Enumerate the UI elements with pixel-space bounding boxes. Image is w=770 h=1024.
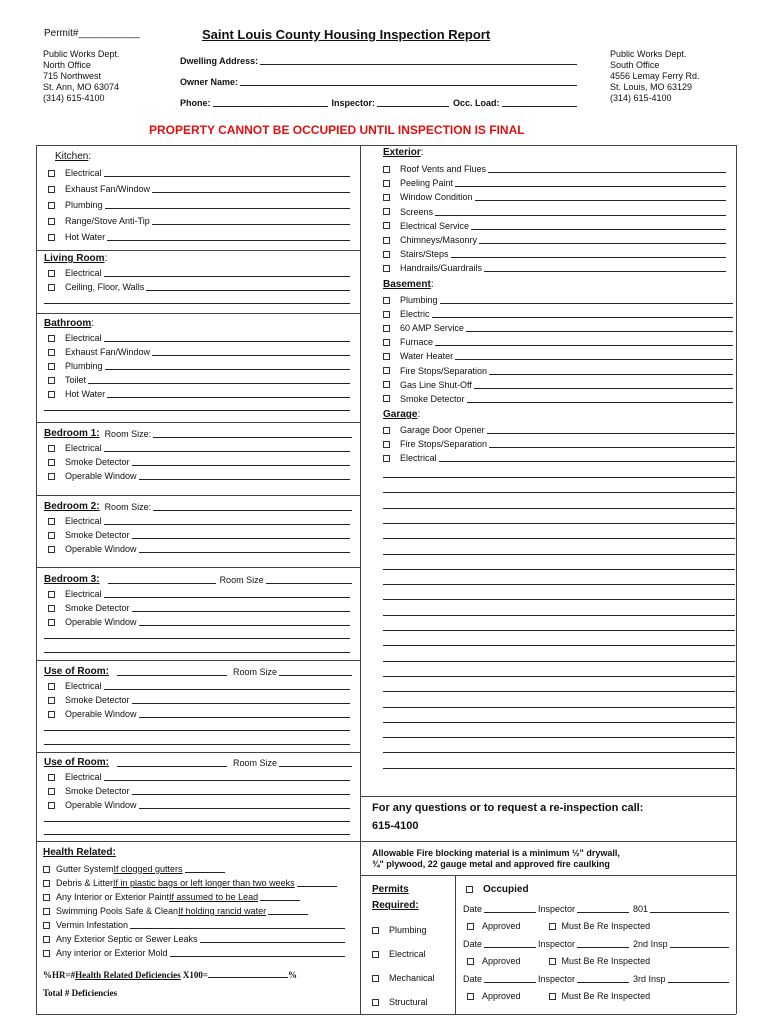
- page-title: Saint Louis County Housing Inspection Report: [202, 27, 491, 42]
- checkbox-icon[interactable]: [43, 880, 50, 887]
- permits-required-title: Required:: [372, 900, 419, 911]
- south-office-address: Public Works Dept. South Office 4556 Lemay Ferry Rd. St. Louis, MO 63129 (314) 615-4100: [610, 49, 700, 103]
- checkbox-icon[interactable]: [48, 202, 55, 209]
- checkbox-icon[interactable]: [48, 335, 55, 342]
- approval-row[interactable]: Approved Must Be Re Inspected: [467, 921, 650, 931]
- inspection-date-row[interactable]: Date Inspector 801: [463, 904, 729, 914]
- checkbox-icon[interactable]: [48, 349, 55, 356]
- checkbox-icon[interactable]: [383, 367, 390, 374]
- garage-item[interactable]: Garage Door Opener: [383, 425, 735, 435]
- checkbox-icon[interactable]: [43, 894, 50, 901]
- note-line[interactable]: [383, 691, 735, 692]
- checkbox-icon[interactable]: [48, 270, 55, 277]
- bathroom-item[interactable]: Plumbing: [48, 361, 350, 371]
- bedroom2-title[interactable]: Bedroom 2: Room Size:: [44, 501, 352, 512]
- note-line[interactable]: [383, 768, 735, 769]
- checkbox-icon[interactable]: [383, 311, 390, 318]
- note-line[interactable]: [383, 722, 735, 723]
- checkbox-icon[interactable]: [48, 774, 55, 781]
- use-of-room2-title[interactable]: Use of Room: Room Size: [44, 757, 352, 768]
- garage-item[interactable]: Fire Stops/Separation: [383, 439, 735, 449]
- checkbox-icon[interactable]: [48, 473, 55, 480]
- approval-row[interactable]: Approved Must Be Re Inspected: [467, 991, 650, 1001]
- use-of-room1-item[interactable]: Operable Window: [48, 709, 350, 719]
- bedroom2-item[interactable]: Electrical: [48, 516, 350, 526]
- checkbox-icon[interactable]: [48, 284, 55, 291]
- checkbox-icon[interactable]: [48, 683, 55, 690]
- reinspection-phone: 615-4100: [372, 820, 419, 832]
- exterior-item[interactable]: Stairs/Steps: [383, 249, 726, 259]
- note-line[interactable]: [383, 737, 735, 738]
- health-item[interactable]: Any Exterior Septic or Sewer Leaks: [43, 934, 345, 944]
- basement-item[interactable]: Water Heater: [383, 351, 733, 361]
- checkbox-icon[interactable]: [48, 697, 55, 704]
- checkbox-icon[interactable]: [383, 166, 390, 173]
- note-line[interactable]: [383, 492, 735, 493]
- note-line[interactable]: [383, 661, 735, 662]
- use-of-room2-item[interactable]: Electrical: [48, 772, 350, 782]
- note-line[interactable]: [383, 538, 735, 539]
- note-line[interactable]: [383, 615, 735, 616]
- use-of-room1-item[interactable]: Smoke Detector: [48, 695, 350, 705]
- bedroom2-item[interactable]: Smoke Detector: [48, 530, 350, 540]
- living-room-item[interactable]: Electrical: [48, 268, 350, 278]
- health-item[interactable]: Swimming Pools Safe & Clean If holding rancid water: [43, 906, 345, 916]
- checkbox-icon[interactable]: [467, 923, 474, 930]
- occupied-checkbox[interactable]: Occupied: [466, 884, 529, 895]
- note-line[interactable]: [383, 569, 735, 570]
- checkbox-icon[interactable]: [372, 927, 379, 934]
- checkbox-icon[interactable]: [48, 532, 55, 539]
- checkbox-icon[interactable]: [383, 441, 390, 448]
- checkbox-icon[interactable]: [383, 353, 390, 360]
- permit-type-checkbox[interactable]: Electrical: [372, 949, 426, 959]
- permit-number: Permit#___________: [44, 28, 140, 39]
- health-item[interactable]: Any Interior or Exterior Paint If assumed to be Lead: [43, 892, 345, 902]
- health-item[interactable]: Vermin Infestation: [43, 920, 345, 930]
- bedroom1-title[interactable]: Bedroom 1: Room Size:: [44, 428, 352, 439]
- bedroom2-item[interactable]: Operable Window: [48, 544, 350, 554]
- exterior-item[interactable]: Roof Vents and Flues: [383, 164, 726, 174]
- checkbox-icon[interactable]: [43, 922, 50, 929]
- note-line[interactable]: [383, 477, 735, 478]
- exterior-item[interactable]: Chimneys/Masonry: [383, 235, 726, 245]
- total-deficiencies: Total # Deficiencies: [43, 988, 118, 998]
- checkbox-icon[interactable]: [383, 427, 390, 434]
- basement-item[interactable]: Furnace: [383, 337, 733, 347]
- phone-inspector-row[interactable]: Phone: Inspector: Occ. Load:: [180, 98, 577, 108]
- checkbox-icon[interactable]: [383, 180, 390, 187]
- checkbox-icon[interactable]: [383, 325, 390, 332]
- note-line[interactable]: [383, 554, 735, 555]
- note-line[interactable]: [383, 523, 735, 524]
- use-of-room1-item[interactable]: Electrical: [48, 681, 350, 691]
- checkbox-icon[interactable]: [48, 518, 55, 525]
- bedroom1-item[interactable]: Operable Window: [48, 471, 350, 481]
- note-line[interactable]: [383, 599, 735, 600]
- checkbox-icon[interactable]: [43, 908, 50, 915]
- exterior-title: Exterior:: [383, 147, 424, 158]
- health-formula[interactable]: %HR=#Health Related Deficiencies X100= %: [43, 970, 297, 980]
- exterior-item[interactable]: Handrails/Guardrails: [383, 263, 726, 273]
- checkbox-icon[interactable]: [48, 546, 55, 553]
- checkbox-icon[interactable]: [549, 923, 556, 930]
- note-line[interactable]: [383, 645, 735, 646]
- checkbox-icon[interactable]: [383, 222, 390, 229]
- checkbox-icon[interactable]: [372, 999, 379, 1006]
- kitchen-item[interactable]: Plumbing: [48, 200, 350, 210]
- bathroom-item[interactable]: Toilet: [48, 375, 350, 385]
- basement-item[interactable]: Fire Stops/Separation: [383, 366, 733, 376]
- checkbox-icon[interactable]: [48, 445, 55, 452]
- bedroom3-title[interactable]: Bedroom 3: Room Size: [44, 574, 352, 585]
- note-line[interactable]: [383, 584, 735, 585]
- checkbox-icon[interactable]: [48, 802, 55, 809]
- approval-row[interactable]: Approved Must Be Re Inspected: [467, 956, 650, 966]
- checkbox-icon[interactable]: [48, 459, 55, 466]
- living-room-item[interactable]: Ceiling, Floor, Walls: [48, 282, 350, 292]
- garage-item[interactable]: Electrical: [383, 453, 735, 463]
- permit-type-checkbox[interactable]: Structural: [372, 997, 428, 1007]
- checkbox-icon[interactable]: [43, 936, 50, 943]
- checkbox-icon[interactable]: [383, 395, 390, 402]
- checkbox-icon[interactable]: [43, 866, 50, 873]
- checkbox-icon[interactable]: [383, 455, 390, 462]
- checkbox-icon[interactable]: [48, 788, 55, 795]
- kitchen-item[interactable]: Range/Stove Anti-Tip: [48, 216, 350, 226]
- checkbox-icon[interactable]: [48, 186, 55, 193]
- reinspection-question: For any questions or to request a re-inspection call:: [372, 802, 644, 814]
- basement-item[interactable]: Gas Line Shut-Off: [383, 380, 733, 390]
- use-of-room2-item[interactable]: Operable Window: [48, 800, 350, 810]
- note-line[interactable]: [383, 508, 735, 509]
- bathroom-item[interactable]: Exhaust Fan/Window: [48, 347, 350, 357]
- kitchen-item[interactable]: Exhaust Fan/Window: [48, 184, 350, 194]
- garage-title: Garage:: [383, 409, 421, 420]
- checkbox-icon[interactable]: [48, 619, 55, 626]
- checkbox-icon[interactable]: [48, 711, 55, 718]
- exterior-item[interactable]: Electrical Service: [383, 221, 726, 231]
- checkbox-icon[interactable]: [383, 265, 390, 272]
- checkbox-icon[interactable]: [383, 208, 390, 215]
- inspection-date-row[interactable]: Date Inspector 2nd Insp: [463, 939, 729, 949]
- checkbox-icon[interactable]: [467, 993, 474, 1000]
- note-line[interactable]: [383, 676, 735, 677]
- bedroom1-item[interactable]: Smoke Detector: [48, 457, 350, 467]
- health-item[interactable]: Any interior or Exterior Mold: [43, 948, 345, 958]
- checkbox-icon[interactable]: [48, 363, 55, 370]
- kitchen-item[interactable]: Electrical: [48, 168, 350, 178]
- basement-item[interactable]: 60 AMP Service: [383, 323, 733, 333]
- permits-title: Permits: [372, 884, 409, 895]
- checkbox-icon[interactable]: [383, 194, 390, 201]
- checkbox-icon[interactable]: [467, 958, 474, 965]
- basement-title: Basement:: [383, 279, 434, 290]
- bathroom-item[interactable]: Hot Water: [48, 389, 350, 399]
- living-room-title: Living Room:: [44, 253, 108, 264]
- bathroom-item[interactable]: Electrical: [48, 333, 350, 343]
- health-item[interactable]: Gutter System If clogged gutters: [43, 864, 345, 874]
- north-office-address: Public Works Dept. North Office 715 Northwest St. Ann, MO 63074 (314) 615-4100: [43, 49, 120, 103]
- basement-item[interactable]: Plumbing: [383, 295, 733, 305]
- occupancy-warning: PROPERTY CANNOT BE OCCUPIED UNTIL INSPECTION IS FINAL: [149, 123, 525, 137]
- exterior-item[interactable]: Window Condition: [383, 192, 726, 202]
- basement-item[interactable]: Electric: [383, 309, 733, 319]
- checkbox-icon[interactable]: [372, 951, 379, 958]
- checkbox-icon[interactable]: [372, 975, 379, 982]
- fire-blocking-note: Allowable Fire blocking material is a minimum ½" drywall, ¾" plywood, 22 gauge metal and approved fire caulking: [372, 848, 620, 869]
- note-line[interactable]: [383, 707, 735, 708]
- bedroom3-item[interactable]: Electrical: [48, 589, 350, 599]
- note-line[interactable]: [383, 630, 735, 631]
- inspection-date-row[interactable]: Date Inspector 3rd Insp: [463, 974, 729, 984]
- bedroom3-item[interactable]: Operable Window: [48, 617, 350, 627]
- bedroom3-item[interactable]: Smoke Detector: [48, 603, 350, 613]
- use-of-room1-title[interactable]: Use of Room: Room Size: [44, 666, 352, 677]
- health-item[interactable]: Debris & Litter If in plastic bags or left longer than two weeks: [43, 878, 345, 888]
- checkbox-icon[interactable]: [48, 605, 55, 612]
- checkbox-icon[interactable]: [383, 339, 390, 346]
- permit-type-checkbox[interactable]: Mechanical: [372, 973, 435, 983]
- checkbox-icon[interactable]: [48, 170, 55, 177]
- use-of-room2-item[interactable]: Smoke Detector: [48, 786, 350, 796]
- checkbox-icon[interactable]: [383, 381, 390, 388]
- checkbox-icon[interactable]: [48, 234, 55, 241]
- owner-name-field[interactable]: Owner Name:: [180, 77, 577, 87]
- checkbox-icon[interactable]: [383, 251, 390, 258]
- health-related-title: Health Related:: [43, 847, 116, 858]
- note-line[interactable]: [383, 752, 735, 753]
- checkbox-icon[interactable]: [43, 950, 50, 957]
- checkbox-icon[interactable]: [48, 391, 55, 398]
- checkbox-icon[interactable]: [549, 958, 556, 965]
- dwelling-address-field[interactable]: Dwelling Address:: [180, 56, 577, 66]
- checkbox-icon[interactable]: [48, 377, 55, 384]
- permit-type-checkbox[interactable]: Plumbing: [372, 925, 427, 935]
- checkbox-icon[interactable]: [383, 297, 390, 304]
- exterior-item[interactable]: Peeling Paint: [383, 178, 726, 188]
- exterior-item[interactable]: Screens: [383, 207, 726, 217]
- bathroom-title: Bathroom:: [44, 318, 95, 329]
- bedroom1-item[interactable]: Electrical: [48, 443, 350, 453]
- checkbox-icon[interactable]: [549, 993, 556, 1000]
- basement-item[interactable]: Smoke Detector: [383, 394, 733, 404]
- checkbox-icon[interactable]: [48, 591, 55, 598]
- checkbox-icon[interactable]: [48, 218, 55, 225]
- kitchen-title: Kitchen:: [55, 151, 92, 162]
- checkbox-icon[interactable]: [383, 237, 390, 244]
- kitchen-item[interactable]: Hot Water: [48, 232, 350, 242]
